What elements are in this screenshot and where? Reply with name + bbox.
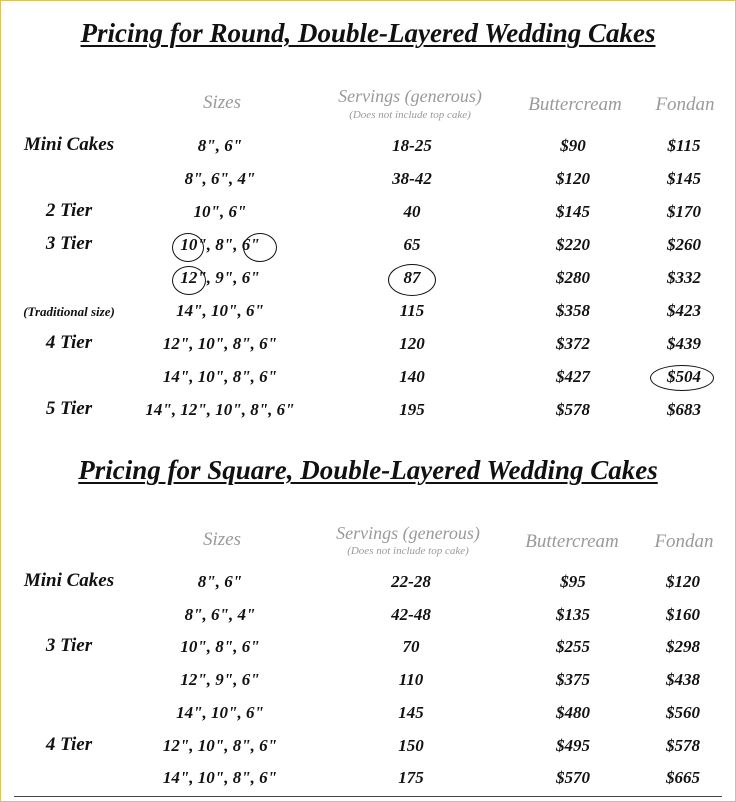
row-label: Mini Cakes xyxy=(23,570,115,591)
row-fondant-price: $683 xyxy=(667,400,701,419)
row-fondant-price: $665 xyxy=(666,768,700,788)
row-servings: 42-48 xyxy=(391,604,431,624)
square-header-buttercream: Buttercream xyxy=(525,531,619,552)
row-fondant-price: $115 xyxy=(667,136,701,155)
row-servings: 87 xyxy=(403,268,421,287)
row-sizes: 8", 6", 4" xyxy=(184,604,256,624)
row-buttercream-price: $280 xyxy=(556,268,590,287)
row-servings: 140 xyxy=(399,367,425,386)
row-servings: 145 xyxy=(398,702,424,722)
square-header-sizes: Sizes xyxy=(203,529,241,550)
row-buttercream-price: $372 xyxy=(556,334,590,353)
row-servings: 38-42 xyxy=(392,169,432,188)
row-sizes: 12", 9", 6" xyxy=(180,268,260,287)
row-label: 4 Tier xyxy=(45,733,93,755)
row-label: 3 Tier xyxy=(45,233,93,254)
round-header-buttercream: Buttercream xyxy=(528,94,622,115)
row-sizes: 8", 6", 4" xyxy=(184,169,256,188)
row-buttercream-price: $220 xyxy=(556,235,590,254)
square-header-fondant: Fondan xyxy=(654,531,714,552)
row-sizes: 10", 6" xyxy=(193,202,247,221)
row-buttercream-price: $570 xyxy=(556,768,590,788)
row-servings: 65 xyxy=(403,235,421,254)
row-fondant-price: $504 xyxy=(667,367,701,386)
row-sizes: 14", 10", 8", 6" xyxy=(162,768,278,788)
row-servings: 150 xyxy=(398,735,424,755)
row-fondant-price: $120 xyxy=(666,572,700,591)
row-fondant-price: $560 xyxy=(666,702,700,722)
row-fondant-price: $332 xyxy=(667,268,701,287)
square-header-servings-note: (Does not include top cake) xyxy=(347,545,469,557)
row-fondant-price: $145 xyxy=(667,169,701,188)
row-sizes: 10", 8", 6" xyxy=(180,637,260,657)
row-sizes: 12", 10", 8", 6" xyxy=(162,334,278,353)
row-servings: 120 xyxy=(399,334,425,353)
row-sizes: 10", 8", 6" xyxy=(180,235,260,254)
row-buttercream-price: $135 xyxy=(556,604,590,624)
row-fondant-price: $438 xyxy=(666,670,700,690)
row-servings: 40 xyxy=(403,202,421,221)
row-servings: 22-28 xyxy=(391,572,431,591)
row-servings: 175 xyxy=(398,768,424,788)
row-fondant-price: $260 xyxy=(667,235,701,254)
row-servings: 110 xyxy=(398,670,424,690)
row-sizes: 14", 12", 10", 8", 6" xyxy=(145,400,295,419)
row-fondant-price: $578 xyxy=(666,735,700,755)
round-pricing-title: Pricing for Round, Double-Layered Wedding Cakes xyxy=(80,18,656,48)
row-servings: 115 xyxy=(399,301,425,320)
row-fondant-price: $298 xyxy=(666,637,700,657)
row-label: (Traditional size) xyxy=(23,304,115,319)
row-buttercream-price: $375 xyxy=(556,670,590,690)
row-label: 5 Tier xyxy=(45,398,93,419)
row-buttercream-price: $120 xyxy=(556,169,590,188)
round-header-servings-note: (Does not include top cake) xyxy=(349,109,471,121)
row-servings: 70 xyxy=(402,637,420,657)
row-servings: 195 xyxy=(399,400,425,419)
row-buttercream-price: $358 xyxy=(556,301,590,320)
row-fondant-price: $170 xyxy=(667,202,701,221)
square-header-servings: Servings (generous) xyxy=(336,523,480,543)
row-sizes: 8", 6" xyxy=(197,136,243,155)
row-label: 2 Tier xyxy=(45,200,93,221)
square-pricing-title: Pricing for Square, Double-Layered Wedding Cakes xyxy=(78,455,658,485)
row-sizes: 14", 10", 6" xyxy=(176,702,264,722)
row-buttercream-price: $480 xyxy=(556,702,590,722)
row-buttercream-price: $145 xyxy=(556,202,590,221)
row-fondant-price: $439 xyxy=(667,334,701,353)
row-buttercream-price: $578 xyxy=(556,400,590,419)
row-sizes: 8", 6" xyxy=(197,572,243,591)
bottom-rule xyxy=(14,796,722,797)
row-buttercream-price: $427 xyxy=(556,367,590,386)
row-buttercream-price: $90 xyxy=(560,136,586,155)
row-buttercream-price: $255 xyxy=(556,637,590,657)
row-sizes: 14", 10", 8", 6" xyxy=(162,367,278,386)
round-header-fondant: Fondan xyxy=(655,94,715,115)
round-header-sizes: Sizes xyxy=(203,92,241,113)
row-label: 4 Tier xyxy=(45,332,93,353)
round-header-servings: Servings (generous) xyxy=(338,86,482,106)
row-label: Mini Cakes xyxy=(23,134,115,155)
row-sizes: 14", 10", 6" xyxy=(176,301,264,320)
row-fondant-price: $160 xyxy=(666,604,700,624)
row-fondant-price: $423 xyxy=(667,301,701,320)
row-servings: 18-25 xyxy=(392,136,432,155)
row-sizes: 12", 10", 8", 6" xyxy=(162,735,278,755)
row-label: 3 Tier xyxy=(45,635,93,657)
row-buttercream-price: $95 xyxy=(560,572,586,591)
row-buttercream-price: $495 xyxy=(556,735,590,755)
row-sizes: 12", 9", 6" xyxy=(180,670,260,690)
